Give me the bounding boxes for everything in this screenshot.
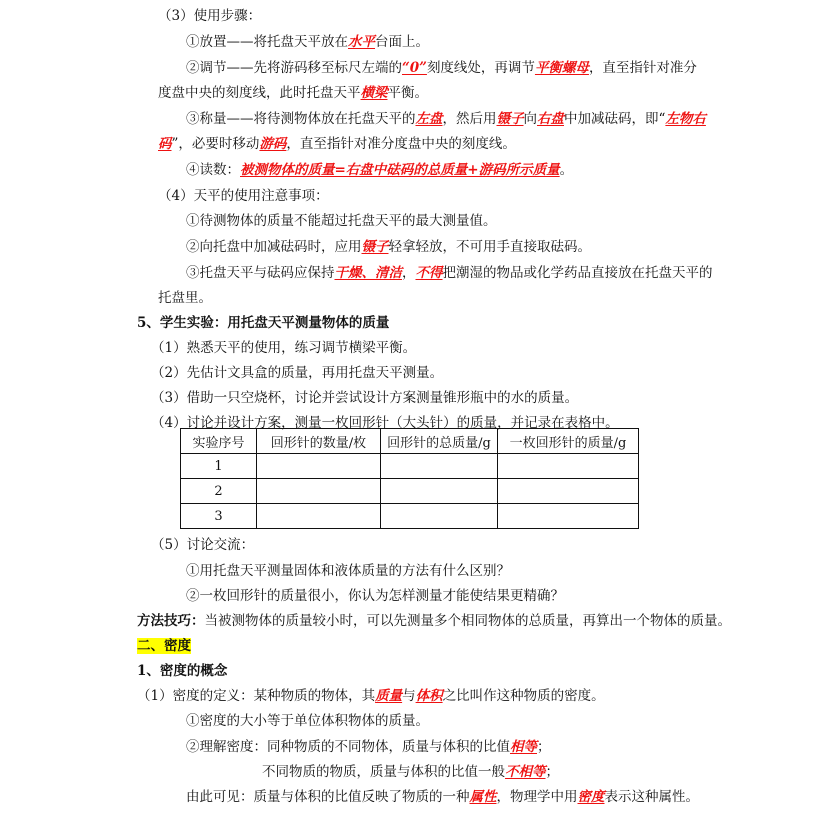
- placement-line: ①放置——将托盘天平放在水平台面上。: [186, 34, 429, 50]
- table-row: [181, 454, 639, 479]
- table-cell: [498, 454, 639, 479]
- weigh-line-cont: 码”，必要时移动游码，直至指针对准分度盘中央的刻度线。: [158, 136, 516, 152]
- density-point-2: ②理解密度：同种物质的不同物体，质量与体积的比值相等；: [186, 739, 551, 755]
- table-cell: [381, 479, 498, 504]
- table-cell: 3: [181, 504, 257, 529]
- table-header: 回形针的数量/枚: [257, 429, 381, 454]
- table-cell: [381, 454, 498, 479]
- answer-tweezers-2: 镊子: [361, 239, 389, 255]
- exp-step-3: （3）借助一只空烧杯，讨论并尝试设计方案测量锥形瓶中的水的质量。: [151, 390, 579, 406]
- table-cell: [498, 479, 639, 504]
- answer-level: 水平: [348, 34, 375, 50]
- table-header: 回形针的总质量/g: [381, 429, 498, 454]
- answer-rider: 游码: [259, 136, 287, 152]
- experiment-heading: 5、学生实验：用托盘天平测量物体的质量: [137, 315, 390, 331]
- notes-heading: （4）天平的使用注意事项：: [158, 188, 329, 204]
- method-tip: 方法技巧：当被测物体的质量较小时，可以先测量多个相同物体的总质量，再算出一个物体的质量。: [137, 613, 731, 629]
- table-cell: [257, 454, 381, 479]
- density-concept-heading: 1、密度的概念: [137, 663, 228, 679]
- answer-weights: 码: [158, 136, 172, 152]
- answer-property: 属性: [469, 789, 497, 805]
- table-cell: [498, 504, 639, 529]
- answer-volume: 体积: [415, 688, 443, 704]
- adjust-line-cont: 度盘中央的刻度线，此时托盘天平横梁平衡。: [158, 85, 428, 101]
- table-row: [181, 479, 639, 504]
- reading-line: ④读数：被测物体的质量=右盘中砝码的总质量+游码所示质量。: [186, 162, 574, 178]
- record-table: [180, 428, 639, 529]
- table-cell: [257, 479, 381, 504]
- answer-tweezers: 镊子: [496, 111, 524, 127]
- table-header: 实验序号: [181, 429, 257, 454]
- table-cell: 2: [181, 479, 257, 504]
- note-1: ①待测物体的质量不能超过托盘天平的最大测量值。: [186, 213, 497, 229]
- step3-heading: （3）使用步骤：: [158, 8, 262, 24]
- method-tip-label: 方法技巧：: [137, 613, 205, 629]
- note-3-cont: 托盘里。: [158, 290, 212, 306]
- answer-equal: 相等: [510, 739, 537, 755]
- weigh-line: ③称量——将待测物体放在托盘天平的左盘，然后用镊子向右盘中加减砝码，即“左物右: [186, 111, 706, 127]
- adjust-line: ②调节——先将游码移至标尺左端的“0”刻度线处，再调节平衡螺母，直至指针对准分: [186, 60, 697, 76]
- answer-balance-nut: 平衡螺母: [534, 60, 589, 76]
- note-2: ②向托盘中加减砝码时，应用镊子轻拿轻放，不可用手直接取砝码。: [186, 239, 591, 255]
- exp-step-1: （1）熟悉天平的使用，练习调节横梁平衡。: [151, 340, 417, 356]
- exp-step-4: （4）讨论并设计方案，测量一枚回形针（大头针）的质量，并记录在表格中。: [151, 415, 619, 431]
- answer-reading: 被测物体的质量=右盘中砝码的总质量+游码所示质量: [240, 162, 560, 178]
- answer-right-pan: 右盘: [537, 111, 564, 127]
- discussion-q2: ②一枚回形针的质量很小，你认为怎样测量才能使结果更精确？: [186, 588, 564, 604]
- table-header-row: [181, 429, 639, 454]
- answer-must-not: 不得: [415, 265, 443, 281]
- discussion-q1: ①用托盘天平测量固体和液体质量的方法有什么区别？: [186, 563, 510, 579]
- density-conclusion: 由此可见：质量与体积的比值反映了物质的一种属性，物理学中用密度表示这种属性。: [186, 789, 699, 805]
- table-row: [181, 504, 639, 529]
- exp-step-2: （2）先估计文具盒的质量，再用托盘天平测量。: [151, 365, 444, 381]
- answer-zero: “0”: [402, 60, 427, 76]
- table-cell: [257, 504, 381, 529]
- table-cell: 1: [181, 454, 257, 479]
- answer-mass: 质量: [375, 688, 403, 704]
- answer-density: 密度: [577, 789, 605, 805]
- density-definition: （1）密度的定义：某种物质的物体，其质量与体积之比叫作这种物质的密度。: [137, 688, 605, 704]
- note-3: ③托盘天平与砝码应保持干燥、清洁，不得把潮湿的物品或化学药品直接放在托盘天平的: [186, 265, 713, 281]
- answer-dry-clean: 干燥、清洁: [334, 265, 402, 281]
- discussion-heading: （5）讨论交流：: [151, 537, 255, 553]
- answer-beam: 横梁: [360, 85, 388, 101]
- table-cell: [381, 504, 498, 529]
- density-point-1: ①密度的大小等于单位体积物体的质量。: [186, 713, 429, 729]
- section-density-heading: 二、密度: [137, 638, 191, 654]
- answer-left-pan: 左盘: [415, 111, 443, 127]
- table-header: 一枚回形针的质量/g: [498, 429, 639, 454]
- density-point-2b: 不同物质的物质，质量与体积的比值一般不相等；: [262, 764, 559, 780]
- answer-not-equal: 不相等: [505, 764, 546, 780]
- answer-left-object-right: 左物右: [665, 111, 706, 127]
